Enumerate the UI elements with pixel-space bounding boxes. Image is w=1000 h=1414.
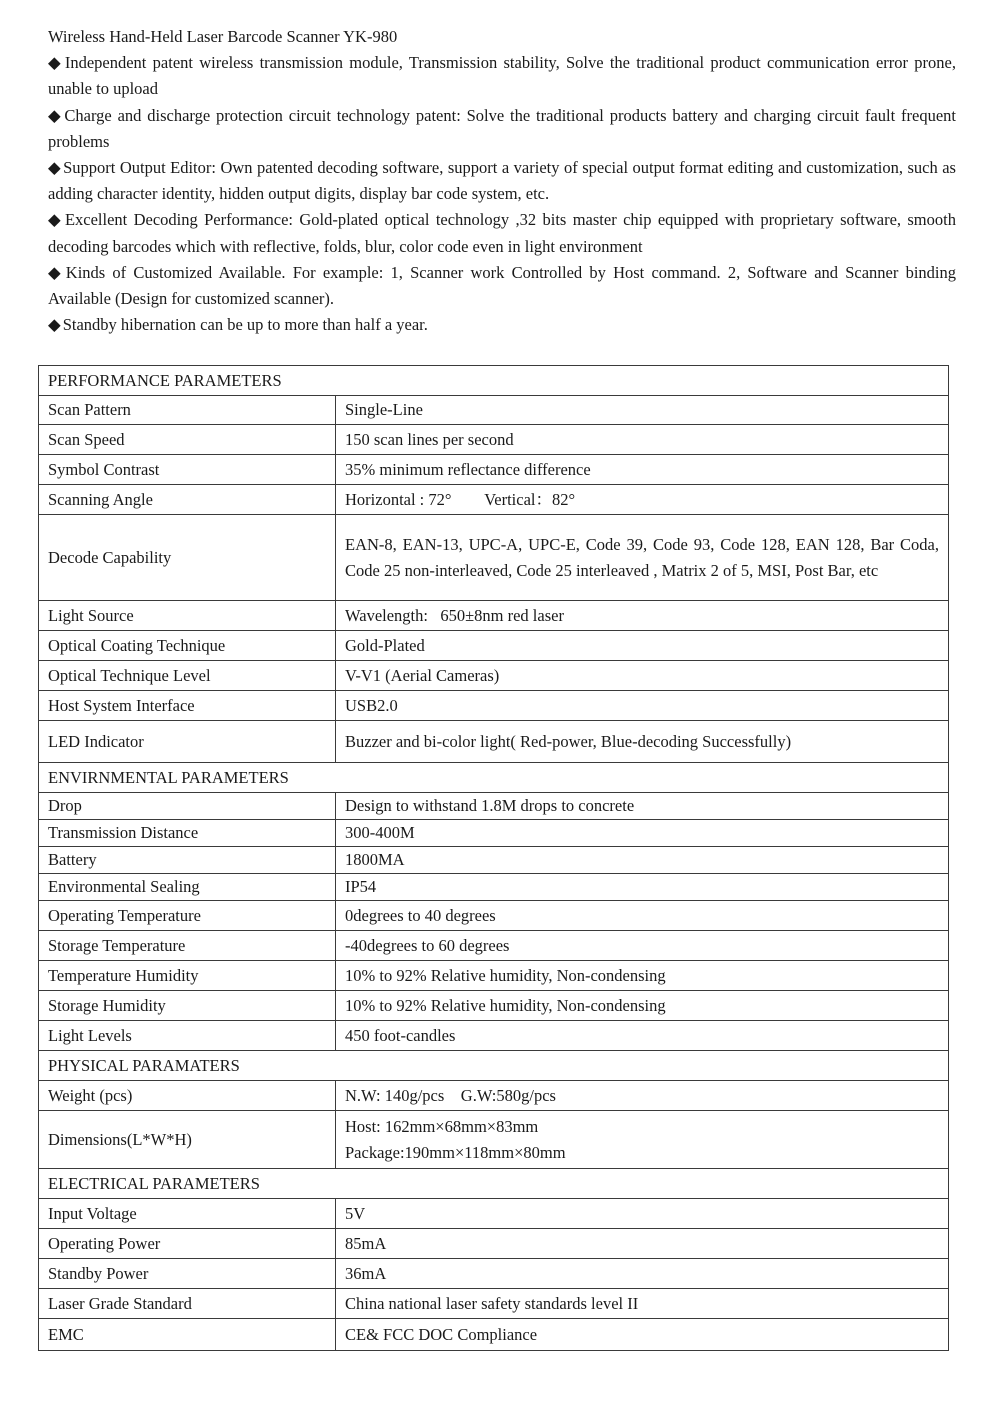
param-value: Design to withstand 1.8M drops to concrete bbox=[336, 793, 949, 820]
param-value: 5V bbox=[336, 1199, 949, 1229]
param-value: Wavelength: 650±8nm red laser bbox=[336, 601, 949, 631]
section-header-row bbox=[39, 1051, 949, 1081]
param-value: 35% minimum reflectance difference bbox=[336, 455, 949, 485]
feature-bullet bbox=[48, 312, 956, 338]
param-label: Weight (pcs) bbox=[39, 1081, 336, 1111]
param-value: EAN-8, EAN-13, UPC-A, UPC-E, Code 39, Code 93, Code 128, EAN 128, Bar Coda, Code 25 non-interleaved, Code 25 interleaved , Matrix 2 of 5, MSI, Post Bar, etc bbox=[336, 515, 949, 601]
table-row bbox=[39, 961, 949, 991]
diamond-bullet-icon: ◆ bbox=[48, 53, 63, 73]
param-value: 450 foot-candles bbox=[336, 1021, 949, 1051]
feature-text: Standby hibernation can be up to more than half a year. bbox=[62, 315, 428, 335]
section-header-row bbox=[39, 763, 949, 793]
param-value: Horizontal : 72° Vertical：82° bbox=[336, 485, 949, 515]
table-row bbox=[39, 485, 949, 515]
table-row bbox=[39, 1111, 949, 1169]
param-value bbox=[336, 1111, 949, 1169]
param-label: Scan Pattern bbox=[39, 396, 336, 425]
param-label: Scanning Angle bbox=[39, 485, 336, 515]
param-label: Standby Power bbox=[39, 1259, 336, 1289]
table-row bbox=[39, 425, 949, 455]
param-value: -40degrees to 60 degrees bbox=[336, 931, 949, 961]
table-row bbox=[39, 847, 949, 874]
section-header-row bbox=[39, 1169, 949, 1199]
table-row bbox=[39, 820, 949, 847]
feature-bullet bbox=[48, 260, 956, 312]
param-label: EMC bbox=[39, 1319, 336, 1351]
table-row bbox=[39, 1021, 949, 1051]
diamond-bullet-icon: ◆ bbox=[48, 210, 63, 230]
param-label: Environmental Sealing bbox=[39, 874, 336, 901]
param-value: CE& FCC DOC Compliance bbox=[336, 1319, 949, 1351]
param-label: Light Levels bbox=[39, 1021, 336, 1051]
table-row bbox=[39, 396, 949, 425]
param-value: N.W: 140g/pcs G.W:580g/pcs bbox=[336, 1081, 949, 1111]
param-label: Input Voltage bbox=[39, 1199, 336, 1229]
param-value: Buzzer and bi-color light( Red-power, Blue-decoding Successfully) bbox=[336, 721, 949, 763]
param-label: Drop bbox=[39, 793, 336, 820]
table-row bbox=[39, 631, 949, 661]
param-label: Operating Temperature bbox=[39, 901, 336, 931]
product-title: Wireless Hand-Held Laser Barcode Scanner YK-980 bbox=[48, 27, 398, 46]
product-intro bbox=[48, 24, 956, 338]
param-value: Gold-Plated bbox=[336, 631, 949, 661]
param-value: USB2.0 bbox=[336, 691, 949, 721]
param-label: Light Source bbox=[39, 601, 336, 631]
diamond-bullet-icon: ◆ bbox=[48, 262, 64, 282]
table-row bbox=[39, 1289, 949, 1319]
table-row bbox=[39, 601, 949, 631]
param-label: Symbol Contrast bbox=[39, 455, 336, 485]
table-row bbox=[39, 515, 949, 601]
spec-table bbox=[38, 365, 949, 1351]
diamond-bullet-icon: ◆ bbox=[48, 315, 61, 335]
feature-text: Excellent Decoding Performance: Gold-plated optical technology ,32 bits master chip equipped with proprietary software, smooth decoding barcodes which with reflective, folds, blur, color code even in light environment bbox=[48, 210, 956, 256]
param-value: 1800MA bbox=[336, 847, 949, 874]
param-label: Storage Temperature bbox=[39, 931, 336, 961]
param-label: Operating Power bbox=[39, 1229, 336, 1259]
param-label: Battery bbox=[39, 847, 336, 874]
table-row bbox=[39, 691, 949, 721]
param-value: 150 scan lines per second bbox=[336, 425, 949, 455]
table-row bbox=[39, 1199, 949, 1229]
feature-text: Charge and discharge protection circuit technology patent: Solve the traditional products battery and charging circuit fault frequent problems bbox=[48, 105, 956, 151]
feature-bullet bbox=[48, 103, 956, 155]
param-value: 300-400M bbox=[336, 820, 949, 847]
table-row bbox=[39, 931, 949, 961]
param-label: Decode Capability bbox=[39, 515, 336, 601]
table-row bbox=[39, 721, 949, 763]
section-header-performance: PERFORMANCE PARAMETERS bbox=[39, 366, 949, 396]
param-label: Scan Speed bbox=[39, 425, 336, 455]
param-value: 0degrees to 40 degrees bbox=[336, 901, 949, 931]
param-value: 36mA bbox=[336, 1259, 949, 1289]
section-header-electrical: ELECTRICAL PARAMETERS bbox=[39, 1169, 949, 1199]
table-row bbox=[39, 991, 949, 1021]
table-row bbox=[39, 1229, 949, 1259]
param-label: Optical Coating Technique bbox=[39, 631, 336, 661]
section-header-row bbox=[39, 366, 949, 396]
param-value: IP54 bbox=[336, 874, 949, 901]
table-row bbox=[39, 661, 949, 691]
table-row bbox=[39, 455, 949, 485]
param-value: China national laser safety standards level II bbox=[336, 1289, 949, 1319]
param-label: Dimensions(L*W*H) bbox=[39, 1111, 336, 1169]
dimensions-package: Package:190mm×118mm×80mm bbox=[345, 1142, 566, 1162]
param-value: Single-Line bbox=[336, 396, 949, 425]
diamond-bullet-icon: ◆ bbox=[48, 158, 62, 178]
param-label: Optical Technique Level bbox=[39, 661, 336, 691]
param-label: Laser Grade Standard bbox=[39, 1289, 336, 1319]
param-value: 10% to 92% Relative humidity, Non-condensing bbox=[336, 961, 949, 991]
section-header-environmental: ENVIRNMENTAL PARAMETERS bbox=[39, 763, 949, 793]
feature-bullet bbox=[48, 155, 956, 207]
table-row bbox=[39, 1081, 949, 1111]
param-label: Transmission Distance bbox=[39, 820, 336, 847]
param-value: 85mA bbox=[336, 1229, 949, 1259]
feature-bullet bbox=[48, 207, 956, 259]
param-label: Temperature Humidity bbox=[39, 961, 336, 991]
table-row bbox=[39, 1319, 949, 1351]
table-row bbox=[39, 793, 949, 820]
section-header-physical: PHYSICAL PARAMATERS bbox=[39, 1051, 949, 1081]
table-row bbox=[39, 901, 949, 931]
param-label: Storage Humidity bbox=[39, 991, 336, 1021]
param-value: V-V1 (Aerial Cameras) bbox=[336, 661, 949, 691]
param-label: Host System Interface bbox=[39, 691, 336, 721]
dimensions-host: Host: 162mm×68mm×83mm bbox=[345, 1116, 539, 1136]
table-row bbox=[39, 1259, 949, 1289]
feature-text: Support Output Editor: Own patented decoding software, support a variety of special output format editing and customization, such as adding character identity, hidden output digits, display bar code system, etc. bbox=[48, 158, 956, 204]
diamond-bullet-icon: ◆ bbox=[48, 105, 63, 125]
param-value: 10% to 92% Relative humidity, Non-condensing bbox=[336, 991, 949, 1021]
param-label: LED Indicator bbox=[39, 721, 336, 763]
feature-text: Kinds of Customized Available. For example: 1, Scanner work Controlled by Host command. 2, Software and Scanner binding Available (Design for customized scanner). bbox=[48, 262, 956, 309]
feature-text: Independent patent wireless transmission module, Transmission stability, Solve the traditional product communication error prone, unable to upload bbox=[48, 53, 956, 99]
feature-bullet bbox=[48, 50, 956, 102]
table-row bbox=[39, 874, 949, 901]
